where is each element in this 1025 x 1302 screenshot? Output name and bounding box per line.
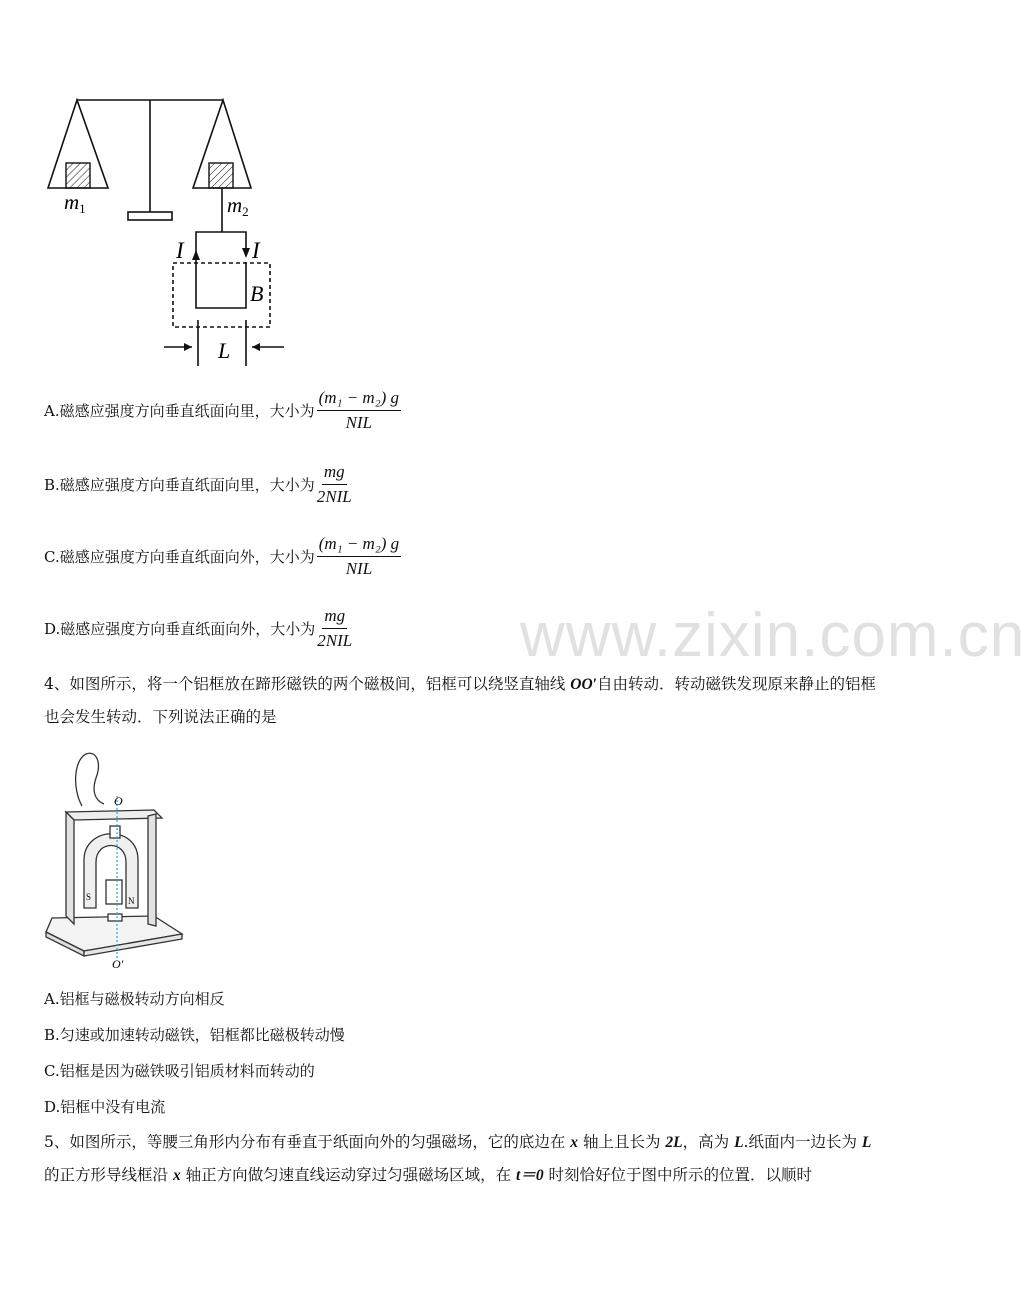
q3-option-b-fraction: $\frac{mg}{\text{2NIL}}$ xyxy=(316,462,352,506)
q4-option-b[interactable]: B.匀速或加速转动磁铁，铝框都比磁极转动慢 xyxy=(44,1026,345,1044)
label-I-left: I xyxy=(176,238,184,263)
question-5-text: 5、如图所示，等腰三角形内分布有垂直于纸面向外的匀强磁场，它的底边在 x 轴上且长为 2L，高为 L.纸面内一边长为 L 的正方形导线框沿 x 轴正方向做匀速直线运动穿过匀强磁场区域，在 t＝0 时刻恰好位于图中所示的位置．以顺时 xyxy=(44,1133,872,1184)
label-N: N xyxy=(128,896,135,906)
label-B: B xyxy=(250,281,264,306)
q4-option-a[interactable]: A.铝框与磁极转动方向相反 xyxy=(44,990,225,1008)
label-m2: m2 xyxy=(227,193,249,219)
question-4-text: 4、如图所示，将一个铝框放在蹄形磁铁的两个磁极间，铝框可以绕竖直轴线 OO′自由转动．转动磁铁发现原来静止的铝框也会发生转动．下列说法正确的是 xyxy=(44,675,877,726)
q4-option-c[interactable]: C.铝框是因为磁铁吸引铝质材料而转动的 xyxy=(44,1062,315,1080)
mass-m1-block xyxy=(66,163,90,188)
q3-option-c[interactable]: C.磁感应强度方向垂直纸面向外，大小为 $\frac{\text{(m₁ − m₂) g}}{\text{NIL}}$ xyxy=(44,534,400,578)
q3-option-a-fraction: $\frac{\text{(m₁ − m₂) g}}{\text{NIL}}$ xyxy=(318,388,400,432)
balance-figure xyxy=(40,90,300,380)
label-I-right: I xyxy=(252,238,260,263)
label-O: O xyxy=(114,794,123,808)
label-L: L xyxy=(218,338,231,363)
label-S: S xyxy=(86,892,92,902)
q3-option-d[interactable]: D.磁感应强度方向垂直纸面向外，大小为 $\frac{mg}{\text{2NIL}}$ xyxy=(44,606,353,650)
q4-option-d[interactable]: D.铝框中没有电流 xyxy=(44,1098,166,1116)
q3-option-a[interactable]: A.磁感应强度方向垂直纸面向里，大小为 $\frac{\text{(m₁ − m₂) g}}{\text{NIL}}$ xyxy=(44,388,400,432)
q3-option-b[interactable]: B.磁感应强度方向垂直纸面向里，大小为 $\frac{mg}{\text{2NIL}}$ xyxy=(44,462,352,506)
q3-option-c-fraction: $\frac{\text{(m₁ − m₂) g}}{\text{NIL}}$ xyxy=(318,534,400,578)
left-L-arrow xyxy=(184,343,192,351)
current-up-arrow xyxy=(192,250,200,260)
right-L-arrow xyxy=(252,343,260,351)
mass-m2-block xyxy=(209,163,233,188)
label-m1: m1 xyxy=(64,190,86,216)
current-down-arrow xyxy=(242,248,250,258)
watermark: www.zixin.com.cn xyxy=(520,601,1025,670)
q3-option-d-fraction: $\frac{mg}{\text{2NIL}}$ xyxy=(317,606,353,650)
label-O-prime: O′ xyxy=(112,957,124,971)
magnet-frame-figure xyxy=(44,748,189,973)
